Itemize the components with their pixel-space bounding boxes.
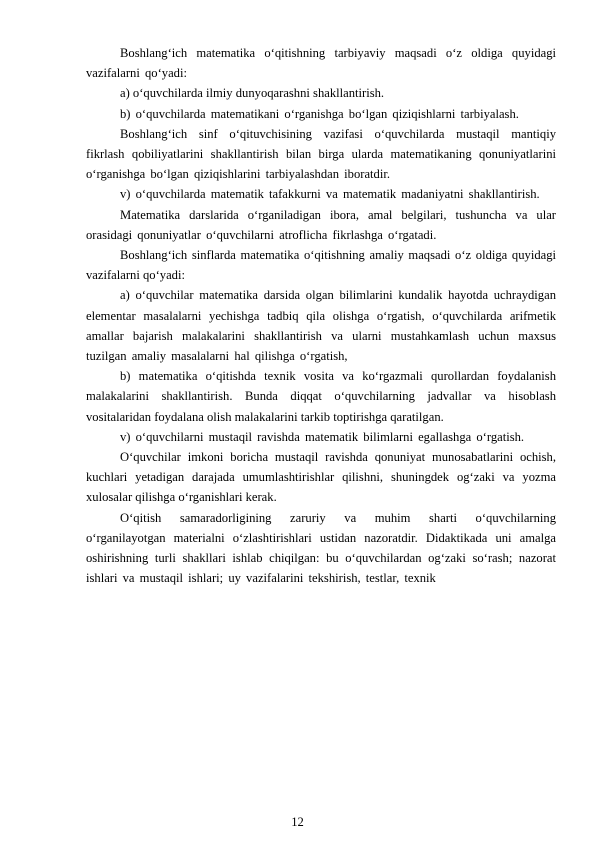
paragraph-7: Boshlang‘ich sinflarda matematika o‘qitishning amaliy maqsadi o‘z oldiga quyidagi vazifalarni qo‘yadi: xyxy=(86,248,556,283)
paragraph-9: b) matematika o‘qitishda texnik vosita va ko‘rgazmali qurollardan foydalanish malakalarini shakllantirish. Bunda diqqat o‘quvchilarning jadvallar va hisoblash vositalaridan foydalana olish malakalarini tarkib toptirishga qaratilgan. xyxy=(86,369,556,424)
paragraph-10: v) o‘quvchilarni mustaqil ravishda matematik bilimlarni egallashga o‘rgatish. xyxy=(120,429,525,444)
paragraph-3: b) o‘quvchilarda matematikani o‘rganishga bo‘lgan qiziqishlarni tarbiyalash. xyxy=(120,106,519,121)
document-body xyxy=(86,43,556,588)
paragraph-8: a) o‘quvchilar matematika darsida olgan bilimlarini kundalik hayotda uchraydigan elementar masalalarni yechishga tadbiq qila olishga o‘rgatish, o‘quvchilarda arifmetik amallar bajarish malakalarini shakllantirish va ularni mustahkamlash uchun maxsus tuzilgan amaliy masalalarni hal qilishga o‘rgatish, xyxy=(86,288,556,364)
paragraph-4: Boshlang‘ich sinf o‘qituvchisining vazifasi o‘quvchilarda mustaqil mantiqiy fikrlash qobiliyatlarini shakllantirish bilan birga ularda matematikaning qonuniyatlarini o‘rganishga bo‘lgan qiziqishlarini tarbiyalashdan iboratdir. xyxy=(86,126,556,182)
page-number: 12 xyxy=(291,815,304,829)
paragraph-5: v) o‘quvchilarda matematik tafakkurni va matematik madaniyatni shakllantirish. xyxy=(120,187,540,202)
paragraph-6: Matematika darslarida o‘rganiladigan ibora, amal belgilari, tushuncha va ular orasidagi qonuniyatlar o‘quvchilarni atroflicha fikrlashga o‘rgatadi. xyxy=(86,207,556,242)
paragraph-1: Boshlang‘ich matematika o‘qitishning tarbiyaviy maqsadi o‘z oldiga quyidagi vazifalarni qo‘yadi: xyxy=(86,46,556,81)
paragraph-2: a) o‘quvchilarda ilmiy dunyoqarashni shakllantirish. xyxy=(120,86,385,101)
paragraph-11: O‘quvchilar imkoni boricha mustaqil ravishda qonuniyat munosabatlarini ochish, kuchlari yetadigan darajada umumlashtirishlar qilishni, shuningdek og‘zaki va yozma xulosalar qilishga o‘rganishlari kerak. xyxy=(86,450,556,505)
paragraph-12: O‘qitish samaradorligining zaruriy va muhim sharti o‘quvchilarning o‘rganilayotgan materialni o‘zlashtirishlari ustidan nazoratdir. Didaktikada uni amalga oshirishning turli shakllari ishlab chiqilgan: bu o‘quvchilardan og‘zaki so‘rash; nazorat ishlari va mustaqil ishlari; uy vazifalarini tekshirish, testlar, texnik xyxy=(86,510,556,586)
